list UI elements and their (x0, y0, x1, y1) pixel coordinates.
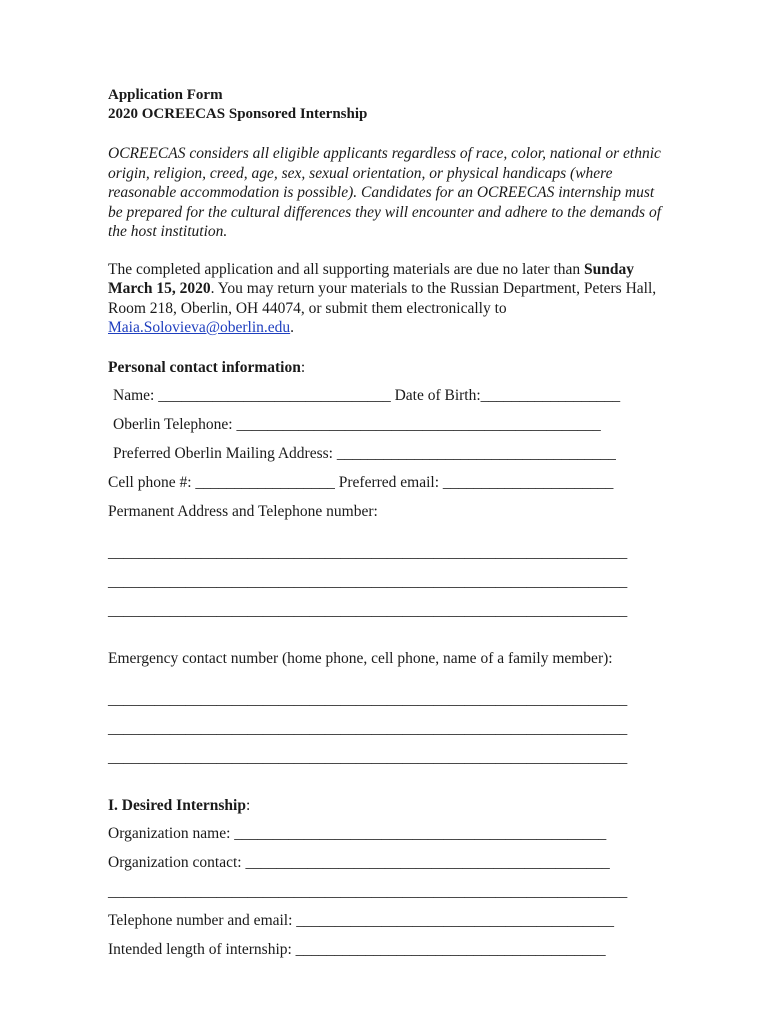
desired-internship-heading-colon: : (245, 796, 251, 814)
name-dob-field[interactable]: Name: ______________________________ Date of Birth:__________________ (113, 386, 621, 404)
personal-contact-heading-text: Personal contact information (108, 358, 301, 376)
submission-text-after: . You may return your materials to the Russian Department, Peters Hall, Room 218, Oberlin, OH 44074, or submit them electronically to (108, 280, 657, 317)
submission-end: . (290, 319, 295, 336)
permanent-address-blank-2[interactable]: ___________________________________________________________________ (108, 572, 628, 590)
submission-deadline: Sunday March 15, 2020 (108, 260, 635, 297)
personal-contact-heading-colon: : (300, 358, 306, 376)
oberlin-mailing-address-field[interactable]: Preferred Oberlin Mailing Address: ____________________________________ (113, 444, 616, 462)
application-form-page (108, 86, 668, 960)
emergency-contact-blank-3[interactable]: ___________________________________________________________________ (108, 748, 628, 766)
desired-internship-heading-text: I. Desired Internship (108, 796, 246, 814)
internship-length-field[interactable]: Intended length of internship: ________________________________________ (108, 940, 606, 958)
cell-phone-email-field[interactable]: Cell phone #: __________________ Preferred email: ______________________ (108, 473, 614, 491)
organization-contact-blank[interactable]: ___________________________________________________________________ (108, 882, 628, 900)
personal-contact-heading (108, 358, 668, 377)
submission-text-before: The completed application and all supporting materials are due no later than (108, 260, 585, 278)
permanent-address-blank-3[interactable]: ___________________________________________________________________ (108, 601, 628, 619)
emergency-contact-blank-1[interactable]: ___________________________________________________________________ (108, 690, 628, 708)
contact-email-link[interactable]: Maia.Solovieva@oberlin.edu (108, 319, 291, 336)
form-title: Application Form (108, 87, 223, 103)
permanent-address-label: Permanent Address and Telephone number: (108, 502, 378, 520)
eligibility-statement: OCREECAS considers all eligible applicants regardless of race, color, national or ethnic origin, religion, creed, age, sex, sexual orientation, or physical handicaps (where reasonable accommodation is possible). Candidates for an OCREECAS internship must be prepared for the cultural differences they will encounter and adhere to the demands of the host institution. (108, 145, 662, 240)
form-subtitle: 2020 OCREECAS Sponsored Internship (108, 106, 368, 122)
submission-instructions (108, 260, 668, 338)
permanent-address-blank-1[interactable]: ___________________________________________________________________ (108, 543, 628, 561)
emergency-contact-blank-2[interactable]: ___________________________________________________________________ (108, 719, 628, 737)
desired-internship-heading (108, 796, 668, 815)
telephone-email-field[interactable]: Telephone number and email: _________________________________________ (108, 911, 615, 929)
oberlin-telephone-field[interactable]: Oberlin Telephone: _______________________________________________ (113, 415, 601, 433)
organization-contact-field[interactable]: Organization contact: _______________________________________________ (108, 853, 610, 871)
organization-name-field[interactable]: Organization name: ________________________________________________ (108, 824, 607, 842)
emergency-contact-label: Emergency contact number (home phone, cell phone, name of a family member): (108, 649, 613, 667)
